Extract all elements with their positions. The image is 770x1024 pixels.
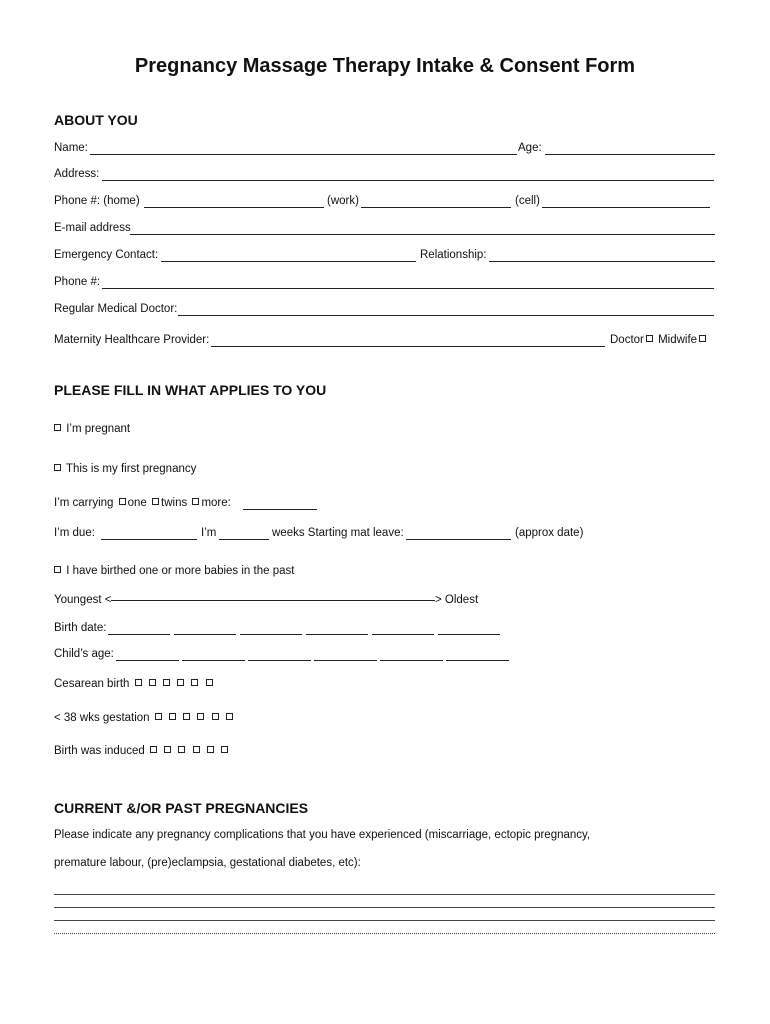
more-label: more: bbox=[201, 497, 231, 509]
medical-doctor-field[interactable] bbox=[178, 315, 714, 316]
name-field[interactable] bbox=[90, 154, 517, 155]
gestation-checkbox-6[interactable] bbox=[226, 713, 233, 720]
youngest-label: Youngest < bbox=[54, 594, 112, 606]
emergency-contact-label: Emergency Contact: bbox=[54, 249, 159, 261]
birth-date-field-5[interactable] bbox=[372, 634, 434, 635]
birthed-checkbox[interactable] bbox=[54, 566, 61, 573]
gestation-checkbox-1[interactable] bbox=[155, 713, 162, 720]
weeks-field[interactable] bbox=[219, 539, 269, 540]
cesarean-checkbox-2[interactable] bbox=[149, 679, 156, 686]
phone-work-field[interactable] bbox=[361, 207, 511, 208]
phone-home-label: Phone #: (home) bbox=[54, 195, 140, 207]
email-field[interactable] bbox=[130, 234, 715, 235]
more-checkbox[interactable] bbox=[192, 498, 199, 505]
induced-checkbox-5[interactable] bbox=[207, 746, 214, 753]
complications-line-2[interactable] bbox=[54, 907, 715, 908]
one-checkbox[interactable] bbox=[119, 498, 126, 505]
birth-date-field-4[interactable] bbox=[306, 634, 368, 635]
email-label: E-mail address bbox=[54, 222, 131, 234]
relationship-field[interactable] bbox=[489, 261, 715, 262]
gestation-checkbox-3[interactable] bbox=[183, 713, 190, 720]
mat-leave-field[interactable] bbox=[406, 539, 511, 540]
maternity-provider-field[interactable] bbox=[211, 346, 605, 347]
one-label: one bbox=[127, 497, 147, 509]
form-title: Pregnancy Massage Therapy Intake & Consent Form bbox=[134, 55, 636, 77]
induced-checkbox-3[interactable] bbox=[178, 746, 185, 753]
induced-checkbox-4[interactable] bbox=[193, 746, 200, 753]
complications-line-3[interactable] bbox=[54, 920, 715, 921]
youngest-oldest-arrow-line bbox=[111, 600, 435, 601]
gestation-checkbox-5[interactable] bbox=[212, 713, 219, 720]
child-age-field-5[interactable] bbox=[380, 660, 443, 661]
address-field[interactable] bbox=[102, 180, 714, 181]
due-date-field[interactable] bbox=[101, 539, 197, 540]
first-pregnancy-item bbox=[54, 463, 196, 475]
first-pregnancy-checkbox[interactable] bbox=[54, 464, 61, 471]
gestation-checkbox-4[interactable] bbox=[197, 713, 204, 720]
cesarean-label: Cesarean birth bbox=[54, 678, 130, 690]
oldest-label: > Oldest bbox=[435, 594, 479, 606]
phone-cell-field[interactable] bbox=[542, 207, 710, 208]
approx-date-label: (approx date) bbox=[515, 527, 584, 539]
due-label: I’m due: bbox=[54, 527, 95, 539]
doctor-option-label: Doctor bbox=[610, 334, 644, 346]
cesarean-checkbox-3[interactable] bbox=[163, 679, 170, 686]
birth-date-field-3[interactable] bbox=[240, 634, 302, 635]
child-age-field-2[interactable] bbox=[182, 660, 245, 661]
name-label: Name: bbox=[54, 142, 88, 154]
cesarean-checkbox-1[interactable] bbox=[135, 679, 142, 686]
address-label: Address: bbox=[54, 168, 100, 180]
gestation-label: < 38 wks gestation bbox=[54, 712, 150, 724]
weeks-prefix-label: I’m bbox=[201, 527, 217, 539]
complications-instructions-2: premature labour, (pre)eclampsia, gestational diabetes, etc): bbox=[54, 857, 361, 869]
cesarean-checkbox-5[interactable] bbox=[191, 679, 198, 686]
age-label: Age: bbox=[518, 142, 542, 154]
pregnant-checkbox[interactable] bbox=[54, 424, 61, 431]
pregnant-label: I’m pregnant bbox=[66, 423, 131, 435]
induced-checkbox-6[interactable] bbox=[221, 746, 228, 753]
emergency-phone-label: Phone #: bbox=[54, 276, 101, 288]
birthed-label: I have birthed one or more babies in the past bbox=[66, 565, 295, 577]
mat-leave-label: weeks Starting mat leave: bbox=[272, 527, 404, 539]
twins-label: twins bbox=[161, 497, 188, 509]
birth-date-field-6[interactable] bbox=[438, 634, 500, 635]
birth-date-label: Birth date: bbox=[54, 622, 107, 634]
carrying-label: I’m carrying bbox=[54, 497, 114, 509]
complications-line-1[interactable] bbox=[54, 894, 715, 895]
section-applies-heading: PLEASE FILL IN WHAT APPLIES TO YOU bbox=[54, 382, 327, 398]
phone-cell-label: (cell) bbox=[515, 195, 540, 207]
pregnant-item bbox=[54, 423, 130, 435]
cesarean-checkbox-6[interactable] bbox=[206, 679, 213, 686]
carrying-row bbox=[54, 497, 231, 509]
child-age-label: Child’s age: bbox=[54, 648, 114, 660]
child-age-field-4[interactable] bbox=[314, 660, 377, 661]
emergency-phone-field[interactable] bbox=[102, 288, 714, 289]
child-age-field-6[interactable] bbox=[446, 660, 509, 661]
relationship-label: Relationship: bbox=[420, 249, 487, 261]
induced-checkbox-2[interactable] bbox=[164, 746, 171, 753]
complications-line-4[interactable] bbox=[54, 933, 715, 934]
induced-row bbox=[54, 745, 230, 757]
provider-options bbox=[610, 334, 708, 346]
gestation-row bbox=[54, 712, 235, 724]
medical-doctor-label: Regular Medical Doctor: bbox=[54, 303, 178, 315]
birthed-item bbox=[54, 565, 294, 577]
phone-work-label: (work) bbox=[327, 195, 359, 207]
first-pregnancy-label: This is my first pregnancy bbox=[66, 463, 197, 475]
birth-date-field-1[interactable] bbox=[108, 634, 170, 635]
child-age-field-1[interactable] bbox=[116, 660, 179, 661]
twins-checkbox[interactable] bbox=[152, 498, 159, 505]
induced-label: Birth was induced bbox=[54, 745, 145, 757]
cesarean-checkbox-4[interactable] bbox=[177, 679, 184, 686]
more-count-field[interactable] bbox=[243, 509, 317, 510]
child-age-field-3[interactable] bbox=[248, 660, 311, 661]
birth-date-field-2[interactable] bbox=[174, 634, 236, 635]
section-about-heading: ABOUT YOU bbox=[54, 112, 138, 128]
phone-home-field[interactable] bbox=[144, 207, 324, 208]
complications-instructions-1: Please indicate any pregnancy complications that you have experienced (miscarriage, ectopic pregnancy, bbox=[54, 829, 591, 841]
emergency-contact-field[interactable] bbox=[161, 261, 416, 262]
cesarean-row bbox=[54, 678, 215, 690]
induced-checkbox-1[interactable] bbox=[150, 746, 157, 753]
maternity-provider-label: Maternity Healthcare Provider: bbox=[54, 334, 210, 346]
midwife-checkbox[interactable] bbox=[699, 335, 706, 342]
section-pregnancies-heading: CURRENT &/OR PAST PREGNANCIES bbox=[54, 800, 309, 816]
doctor-checkbox[interactable] bbox=[646, 335, 653, 342]
age-field[interactable] bbox=[545, 154, 715, 155]
gestation-checkbox-2[interactable] bbox=[169, 713, 176, 720]
midwife-option-label: Midwife bbox=[658, 334, 698, 346]
